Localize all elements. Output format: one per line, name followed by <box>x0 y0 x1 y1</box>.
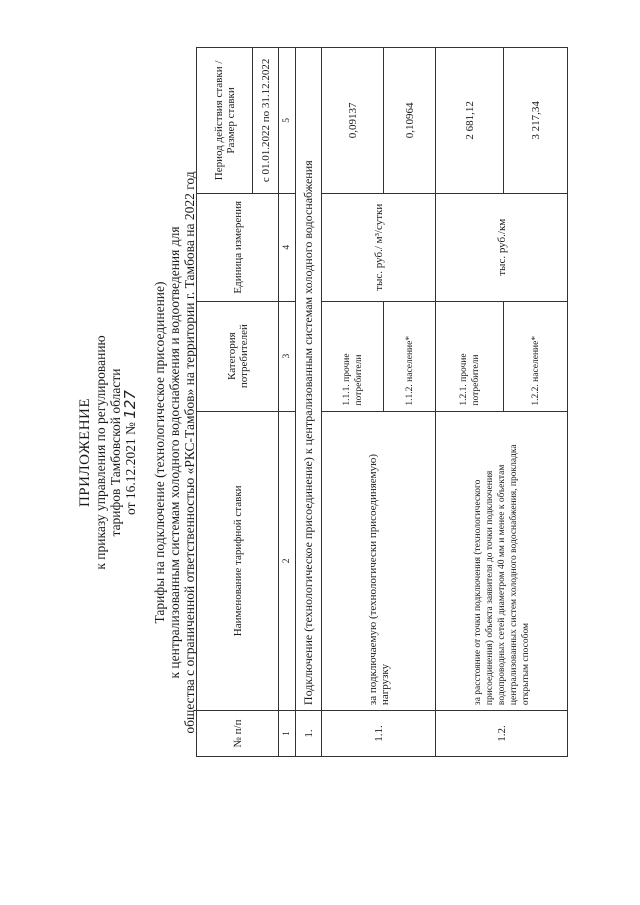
header-name: Наименование тарифной ставки <box>197 411 279 710</box>
appendix-line-1: к приказу управления по регулированию <box>93 335 108 570</box>
table-row <box>322 48 384 757</box>
appendix-header <box>78 0 138 905</box>
appendix-title: ПРИЛОЖЕНИЕ <box>77 397 93 508</box>
col-number: 3 <box>279 301 296 411</box>
row-value: 3 217,34 <box>504 48 568 194</box>
header-category: Категория потребителей <box>197 301 279 411</box>
order-date: от 16.12.2021 № <box>123 422 138 515</box>
appendix-line-2: тарифов Тамбовской области <box>108 368 123 537</box>
column-number-row <box>279 48 296 757</box>
row-unit: тыс. руб./ м³/сутки <box>322 193 436 301</box>
row-num: 1.1. <box>322 711 436 757</box>
header-num: № п/п <box>197 711 279 757</box>
row-name: за расстояние от точки подключения (технологического присоединения) объекта заявителя до точки подключения водопроводных сетей диаметром 40 мм и менее к объектам централизованных систем холодного водоснабжения, прокладка открытым способом <box>436 411 568 710</box>
row-value: 0,09137 <box>322 48 384 194</box>
col-number: 4 <box>279 193 296 301</box>
col-number: 2 <box>279 411 296 710</box>
header-row <box>197 48 253 757</box>
row-value: 2 681,12 <box>436 48 504 194</box>
col-number: 1 <box>279 711 296 757</box>
document-title-line-3: общества с ограниченной ответственностью «РКС-Тамбов» на территории г. Тамбова на 2022 год <box>182 171 197 734</box>
section-title: Подключение (технологическое присоединение) к централизованным системам холодного водоснабжения <box>296 48 322 711</box>
row-unit: тыс. руб./км <box>436 193 568 301</box>
header-period-group: Период действия ставки /Размер ставки <box>197 48 253 194</box>
row-name: за подключаемую (технологически присоединяемую) нагрузку <box>322 411 436 710</box>
header-period: с 01.01.2022 по 31.12.2022 <box>253 48 279 194</box>
row-num: 1.2. <box>436 711 568 757</box>
row-category: 1.1.1. прочие потребители <box>322 301 384 411</box>
row-category: 1.2.1. прочие потребители <box>436 301 504 411</box>
table-row <box>436 48 504 757</box>
header-unit: Единица измерения <box>197 193 279 301</box>
tariff-table <box>196 47 568 757</box>
row-value: 0,10964 <box>384 48 436 194</box>
section-num: 1. <box>296 711 322 757</box>
section-row <box>296 48 322 757</box>
document-title-line-1: Тарифы на подключение (технологическое присоединение) <box>152 281 167 624</box>
row-category: 1.2.2. население* <box>504 301 568 411</box>
document-title <box>152 0 197 905</box>
col-number: 5 <box>279 48 296 194</box>
handwritten-order-number: 127 <box>121 390 139 419</box>
row-category: 1.1.2. население* <box>384 301 436 411</box>
appendix-line-3 <box>123 0 138 905</box>
document-title-line-2: к централизованным системам холодного водоснабжения и водоотведения для <box>167 226 182 679</box>
